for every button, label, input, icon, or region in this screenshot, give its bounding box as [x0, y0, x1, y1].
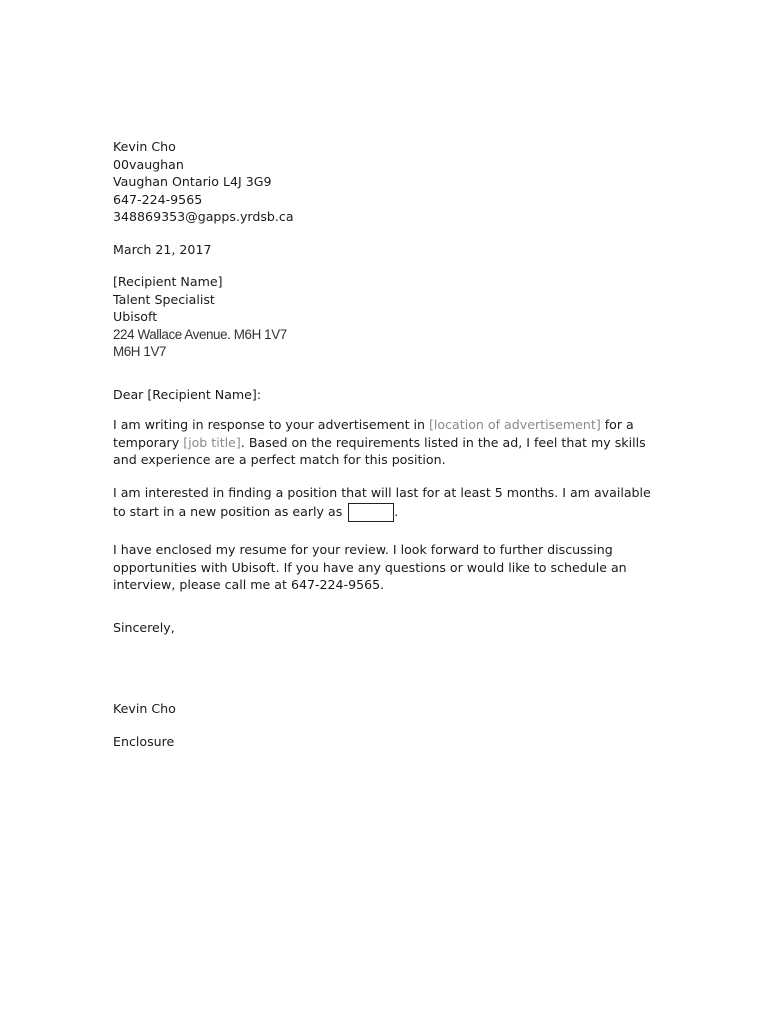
sender-phone: 647-224-9565 [113, 191, 203, 207]
start-date-field[interactable] [348, 503, 394, 522]
paragraph-1-line-2 [113, 434, 646, 452]
enclosure-note: Enclosure [113, 734, 175, 749]
paragraph-1-line-3: and experience are a perfect match for this position. [113, 452, 446, 468]
paragraph-1-text-a: I am writing in response to your advertisement in [113, 417, 430, 432]
paragraph-1-line-1 [113, 416, 646, 434]
placeholder-job-title: [job title] [183, 434, 241, 450]
paragraph-2-line-1: I am interested in finding a position that will last for at least 5 months. I am available [113, 485, 651, 500]
recipient-address-1: 224 Wallace Avenue. M6H 1V7 [113, 326, 287, 342]
paragraph-3-line-2: opportunities with Ubisoft. If you have any questions or would like to schedule an [113, 559, 627, 575]
paragraph-3 [113, 541, 627, 594]
paragraph-1-text-d: . Based on the requirements listed in the ad, I feel that my skills [240, 434, 646, 450]
closing: Sincerely, [113, 620, 175, 635]
recipient-address-2: M6H 1V7 [113, 344, 167, 360]
sender-name: Kevin Cho [113, 139, 176, 154]
signature-name: Kevin Cho [113, 701, 176, 716]
paragraph-1-text-b: for a [600, 417, 634, 432]
recipient-title: Talent Specialist [113, 291, 215, 307]
paragraph-3-line-3: interview, please call me at 647-224-9565. [113, 577, 385, 593]
paragraph-1 [113, 416, 646, 469]
placeholder-location: [location of advertisement] [429, 417, 601, 432]
sender-email: 348869353@gapps.yrdsb.ca [113, 209, 294, 225]
paragraph-1-text-c: temporary [113, 434, 184, 450]
recipient-block [113, 273, 287, 361]
paragraph-3-line-1: I have enclosed my resume for your review. I look forward to further discussing [113, 542, 613, 557]
paragraph-2-line-2 [113, 503, 651, 522]
sender-street: 00vaughan [113, 156, 184, 172]
salutation: Dear [Recipient Name]: [113, 387, 262, 402]
paragraph-2 [113, 484, 651, 522]
sender-block [113, 138, 294, 226]
paragraph-2-text-b: . [394, 503, 399, 519]
recipient-name: [Recipient Name] [113, 274, 223, 289]
paragraph-2-text-a: to start in a new position as early as [113, 503, 343, 519]
sender-city-line: Vaughan Ontario L4J 3G9 [113, 174, 272, 190]
letter-date: March 21, 2017 [113, 242, 212, 257]
recipient-company: Ubisoft [113, 309, 158, 325]
